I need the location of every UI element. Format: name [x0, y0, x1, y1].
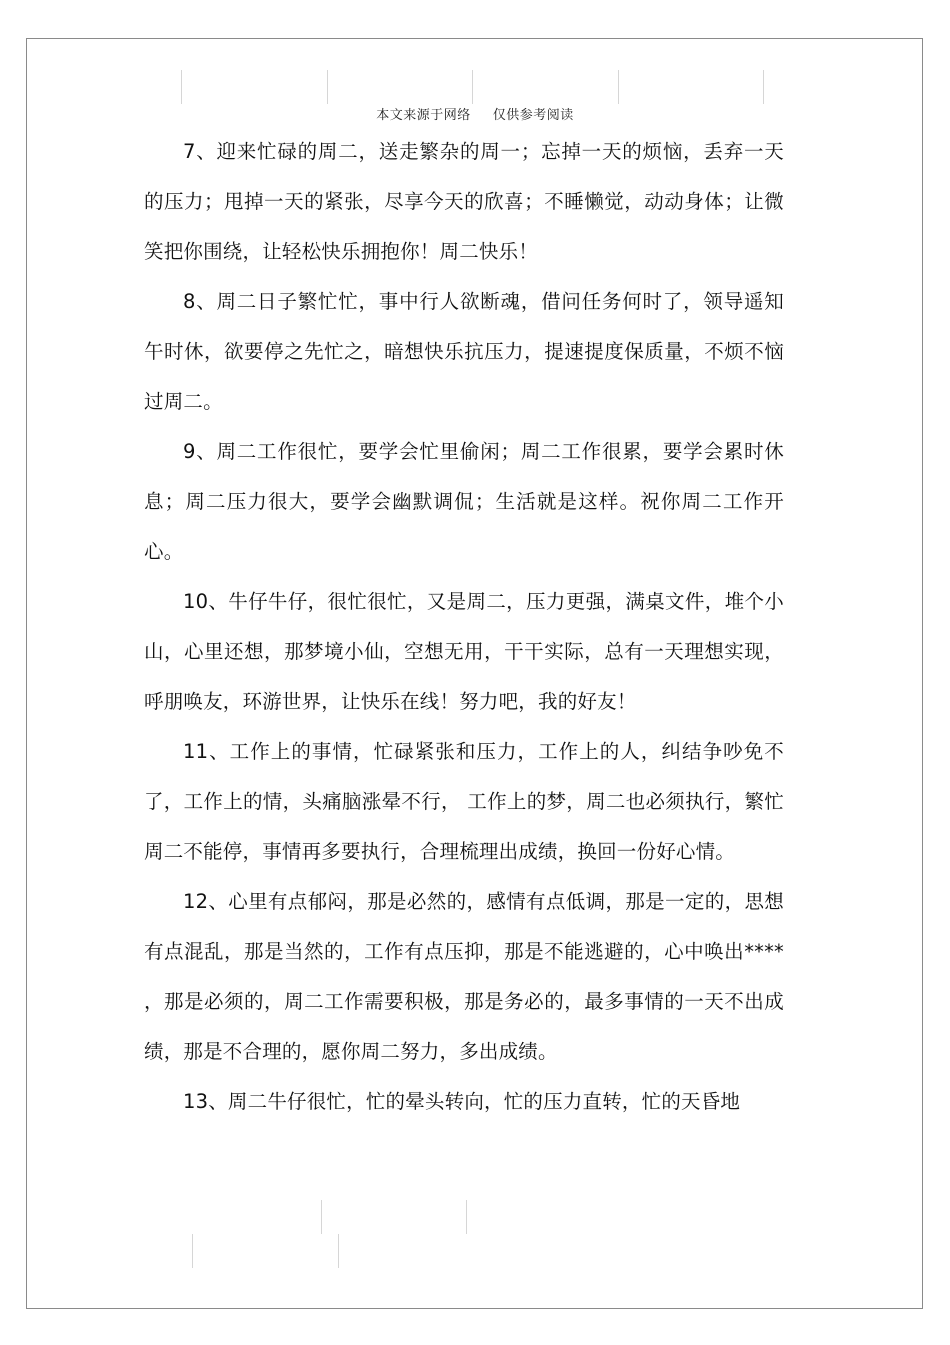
- source-note: 本文来源于网络: [376, 108, 471, 123]
- footer-divider-line: [338, 1234, 339, 1268]
- header-divider-line: [618, 70, 619, 104]
- paragraph-13: 13、周二牛仔很忙，忙的晕头转向，忙的压力直转，忙的天昏地: [183, 1090, 741, 1113]
- footer-divider-line: [321, 1200, 322, 1234]
- header-divider-line: [181, 70, 182, 104]
- paragraph-11: 11、工作上的事情，忙碌紧张和压力，工作上的人，纠结争吵免不了，工作上的情，头痛脑涨晕不行， 工作上的梦，周二也必须执行，繁忙周二不能停，事情再多要执行，合理梳理出成绩，换回一份好心情。: [144, 740, 784, 863]
- header-divider-line: [763, 70, 764, 104]
- paragraph-7: 7、迎来忙碌的周二，送走繁杂的周一；忘掉一天的烦恼，丢弃一天的压力；甩掉一天的紧张，尽享今天的欣喜；不睡懒觉，动动身体；让微笑把你围绕，让轻松快乐拥抱你！周二快乐！: [144, 140, 784, 263]
- footer-divider-line: [192, 1234, 193, 1268]
- header-divider-line: [327, 70, 328, 104]
- document-body: [144, 127, 784, 1127]
- footer-divider-line: [466, 1200, 467, 1234]
- header-divider-line: [472, 70, 473, 104]
- paragraph-9: 9、周二工作很忙，要学会忙里偷闲；周二工作很累，要学会累时休息；周二压力很大，要学会幽默调侃；生活就是这样。祝你周二工作开心。: [144, 440, 784, 563]
- paragraph-10: 10、牛仔牛仔，很忙很忙，又是周二，压力更强，满桌文件，堆个小山，心里还想，那梦境小仙，空想无用，干干实际，总有一天理想实现，呼朋唤友，环游世界，让快乐在线！努力吧，我的好友！: [144, 590, 784, 713]
- paragraph-12: 12、心里有点郁闷，那是必然的，感情有点低调，那是一定的，思想有点混乱，那是当然的，工作有点压抑，那是不能逃避的，心中唤出**** ，那是必须的，周二工作需要积极，那是务必的，最多事情的一天不出成绩，那是不合理的，愿你周二努力，多出成绩。: [144, 890, 784, 1063]
- paragraph-8: 8、周二日子繁忙忙，事中行人欲断魂，借问任务何时了，领导遥知午时休，欲要停之先忙之，暗想快乐抗压力，提速提度保质量，不烦不恼过周二。: [144, 290, 784, 413]
- reference-note: 仅供参考阅读: [492, 108, 574, 123]
- header-note: [0, 104, 950, 123]
